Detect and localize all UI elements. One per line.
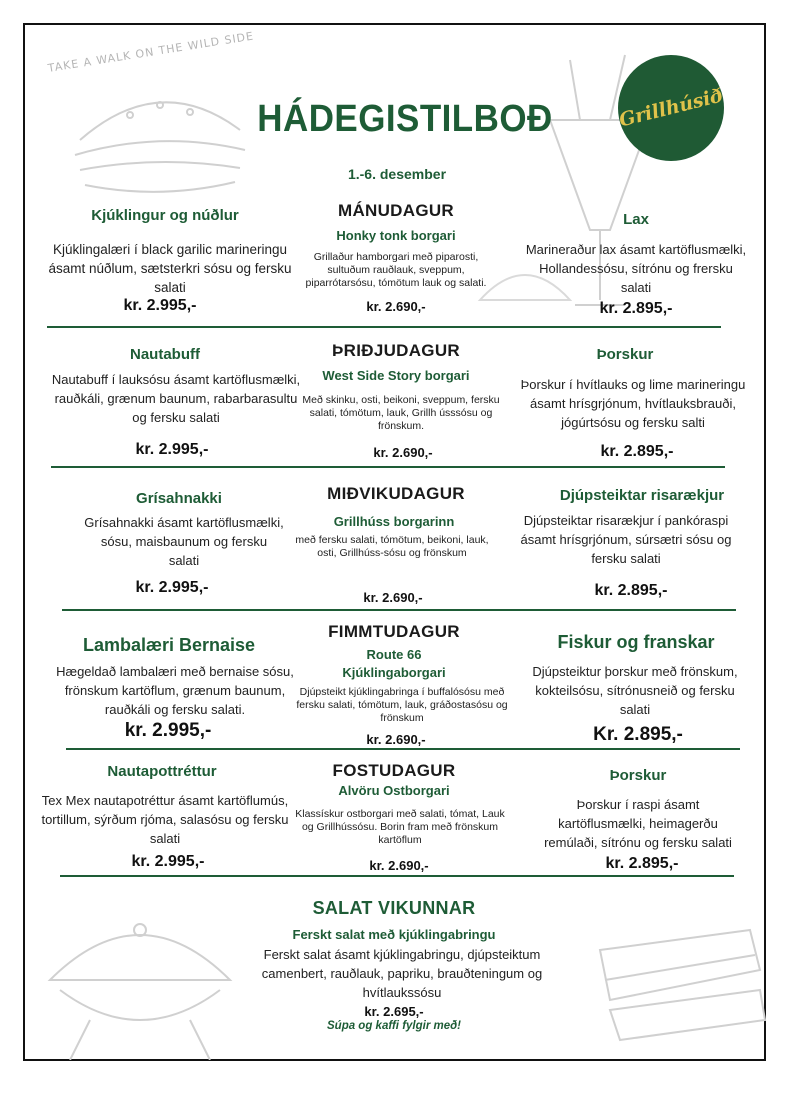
left-item-4-price: kr. 2.995,- <box>124 720 212 741</box>
right-item-3-desc: Djúpsteiktar risarækjur í pankóraspi ásamt hrísgrjónum, súrsætri sósu og fersku salati <box>520 513 732 566</box>
left-item-2-title: Nautabuff <box>130 346 200 363</box>
day-thursday: FIMMTUDAGUR <box>328 622 460 641</box>
day-thursday-price: kr. 2.690,- <box>366 732 426 747</box>
row-divider-1 <box>47 326 721 328</box>
salad-desc: Ferskt salat ásamt kjúklingabringu, djúpsteiktum camenbert, rauðlauk, papriku, brauðteningum og hvítlaukssósu <box>261 947 543 1000</box>
salad-note: Súpa og kaffi fylgir með! <box>327 1020 461 1032</box>
left-item-2-desc: Nautabuff í lauksósu ásamt kartöflusmælki, rauðkáli, grænum baunum, rabarbarasultu og fersku salati <box>51 372 301 425</box>
right-item-2-desc: Þorskur í hvítlauks og lime marineringu ásamt hrísgrjónum, hvítlauksbrauði, jógúrtsósu og fersku salti <box>520 377 746 430</box>
salad-dish: Ferskt salat með kjúklingabringu <box>292 927 496 942</box>
left-item-3-desc: Grísahnakki ásamt kartöflusmælki, sósu, maisbaunum og fersku salati <box>84 515 284 568</box>
left-item-5-price: kr. 2.995,- <box>131 853 205 870</box>
right-item-5-title: Þorskur <box>609 767 667 784</box>
right-item-4-price: Kr. 2.895,- <box>593 724 683 745</box>
left-item-4-desc: Hægeldað lambalæri með bernaise sósu, frönskum kartöflum, grænum baunum, rauðkáli og fersku salati. <box>56 664 294 717</box>
right-item-4-desc: Djúpsteiktur þorskur með frönskum, kokteilsósu, sítrónusneið og fersku salati <box>532 664 738 717</box>
day-monday-price: kr. 2.690,- <box>366 299 426 314</box>
row-divider-2 <box>51 466 725 468</box>
tagline: TAKE A WALK ON THE WILD SIDE <box>46 29 255 75</box>
right-item-3-title: Djúpsteiktar risarækjur <box>559 487 725 504</box>
salad-price: kr. 2.695,- <box>364 1004 424 1019</box>
day-tuesday-dish: West Side Story borgari <box>322 368 470 383</box>
day-thursday-dish2: Kjúklingaborgari <box>342 665 446 680</box>
day-tuesday: ÞRIÐJUDAGUR <box>332 341 460 360</box>
left-item-5-desc: Tex Mex nautapotréttur ásamt kartöflumús, tortillum, sýrðum rjóma, salasósu og fersku salati <box>41 793 289 846</box>
left-item-3-title: Grísahnakki <box>136 490 222 507</box>
day-wednesday-price: kr. 2.690,- <box>363 590 423 605</box>
right-item-5-desc: Þorskur í raspi ásamt kartöflusmælki, heimagerðu remúlaði, sítrónu og fersku salati <box>544 797 732 850</box>
salad-heading: SALAT VIKUNNAR <box>312 898 476 918</box>
right-item-4-title: Fiskur og franskar <box>557 632 715 652</box>
right-item-2-price: kr. 2.895,- <box>600 443 674 460</box>
row-divider-3 <box>62 609 736 611</box>
logo <box>618 55 724 161</box>
right-item-5-price: kr. 2.895,- <box>605 855 679 872</box>
right-item-1-title: Lax <box>623 211 649 228</box>
left-item-1-title: Kjúklingur og núðlur <box>91 207 239 224</box>
row-divider-4 <box>66 748 740 750</box>
day-friday-dish: Alvöru Ostborgari <box>338 783 450 798</box>
right-item-3-price: kr. 2.895,- <box>594 582 668 599</box>
right-item-2-title: Þorskur <box>596 346 654 363</box>
right-item-1-desc: Marineraður lax ásamt kartöflusmælki, Hollandessósu, sítrónu og frersku salati <box>525 242 747 295</box>
day-friday-price: kr. 2.690,- <box>369 858 429 873</box>
page-title: HÁDEGISTILBOÐ <box>257 98 553 140</box>
left-item-1-price: kr. 2.995,- <box>123 297 197 314</box>
left-item-2-price: kr. 2.995,- <box>135 441 209 458</box>
day-wednesday-dish: Grillhúss borgarinn <box>333 514 455 529</box>
left-item-3-price: kr. 2.995,- <box>135 579 209 596</box>
day-friday: FOSTUDAGUR <box>332 761 456 780</box>
day-monday-desc: Grillaður hamborgari með piparosti, sultuðum rauðlauk, sveppum, piparrótarsósu, tómötum lauk og salati. <box>305 251 487 289</box>
day-tuesday-price: kr. 2.690,- <box>373 445 433 460</box>
left-item-5-title: Nautapottréttur <box>107 763 217 780</box>
day-monday-dish: Honky tonk borgari <box>336 228 456 243</box>
logo-text: Grillhúsið <box>616 84 726 132</box>
day-thursday-desc: Djúpsteikt kjúklingabringa í buffalósósu með fersku salati, tómötum, lauk, gráðostasósu og frönskum <box>296 686 508 724</box>
left-item-1-desc: Kjúklingalæri í black garilic marineringu ásamt núðlum, sætsterkri sósu og fersku salati <box>48 242 292 295</box>
right-item-1-price: kr. 2.895,- <box>599 300 673 317</box>
day-thursday-dish: Route 66 <box>366 647 422 662</box>
day-tuesday-desc: Með skinku, osti, beikoni, sveppum, fersku salati, tómötum, lauk, Grillh ússsósu og frönskum. <box>302 394 500 432</box>
left-item-4-title: Lambalæri Bernaise <box>82 635 256 655</box>
day-friday-desc: Klassískur ostborgari með salati, tómat, Lauk og Grillhússósu. Borin fram með frönskum kartöflum <box>295 808 505 846</box>
day-wednesday-desc: með fersku salati, tómötum, beikoni, lauk, osti, Grillhúss-sósu og frönskum <box>295 534 489 559</box>
date-range: 1.-6. desember <box>347 166 447 182</box>
day-monday: MÁNUDAGUR <box>337 201 455 220</box>
day-wednesday: MIÐVIKUDAGUR <box>327 484 465 503</box>
row-divider-5 <box>60 875 734 877</box>
